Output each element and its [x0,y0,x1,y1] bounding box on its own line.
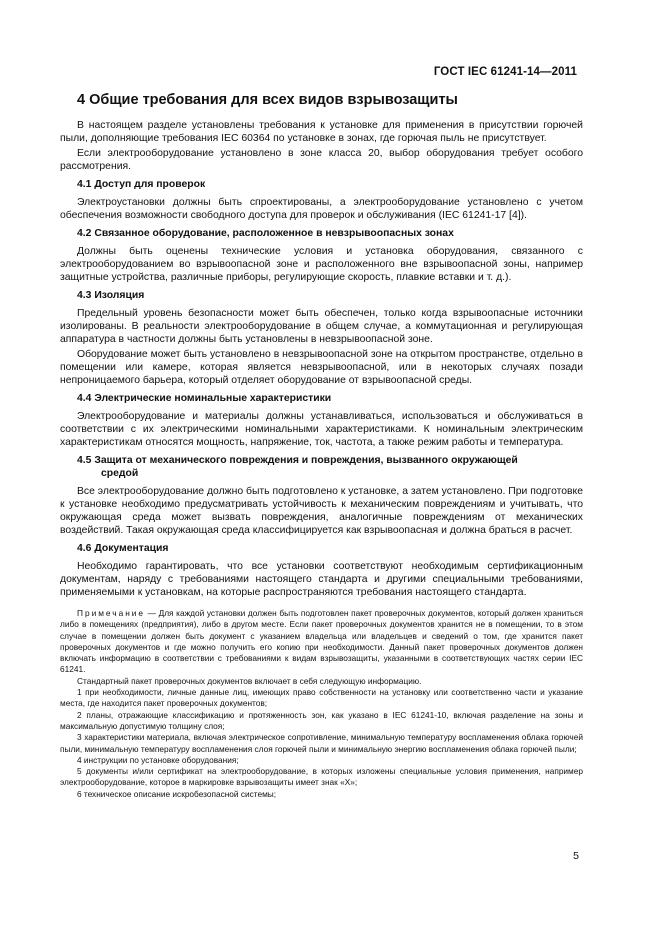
subsection-4-4-text: Электрооборудование и материалы должны устанавливаться, использоваться и обслуживаться в соответствии с их электрическими номинальными характеристиками. К номинальным электрическим характеристикам относятся мощность, напряжение, ток, частота, а также режим работы и температура. [60,411,583,448]
subsection-4-2-title: 4.2 Связанное оборудование, расположенное в невзрывоопасных зонах [77,228,454,239]
subsection-4-3-paragraph-1: Предельный уровень безопасности может быть обеспечен, только когда взрывоопасные источники изолированы. В реальности электрооборудование в общем случае, а коммутационная и регулирующая аппаратура в частности должны быть установлены в невзрывоопасной зоне. [60,308,583,345]
subsection-4-4-title: 4.4 Электрические номинальные характеристики [77,393,332,404]
standard-header: ГОСТ IEC 61241-14—2011 [433,66,577,78]
subsection-4-5-title [60,454,583,480]
subsection-4-1-text: Электроустановки должны быть спроектированы, а электрооборудование установлено с учетом обеспечения возможности свободного доступа для проверок и обслуживания (IEC 61241-17 [4]). [60,197,583,221]
subsection-4-6-text: Необходимо гарантировать, что все установки соответствуют необходимым сертификационным документам, наряду с требованиями настоящего стандарта и другими специальными требованиями, применяемыми к установкам, на которые распространяются требования настоящего стандарта. [60,561,583,598]
subsection-4-1-title: 4.1 Доступ для проверок [77,179,206,190]
note-text: — Для каждой установки должен быть подготовлен пакет проверочных документов, который должен храниться либо в помещениях (предприятия), либо в другом месте. Если пакет проверочных документов хранится не в помещении, то в этом случае в помещении должен быть документ с указанием владельца или владельцев и сведений о том, где хранится пакет проверочных документов и где можно получить его копию при необходимости. Данный пакет проверочных документов должен включать информацию в соответствии с требованиями к видам взрывозащиты, указанными в соответствующих частях серии IEC 61241. [60,608,583,675]
subsection-4-5-text: Все электрооборудование должно быть подготовлено к установке, а затем установлено. При подготовке к установке необходимо предусматривать устойчивость к механическим повреждениям и учитывать, что окружающая среда может вызвать повреждения, аналогичные повреждениям от механических воздействий. Такая окружающая среда классифицируется как взрывоопасная и должна браться в расчет. [60,486,583,536]
subsection-4-2-text: Должны быть оценены технические условия и установка оборудования, связанного с электрооборудованием во взрывоопасной зоне и расположенного вне взрывоопасной зоны, например защитные устройства, различные приборы, регулирующие скорость, плавкие вставки и т. д.). [60,246,583,283]
section-paragraph-1: В настоящем разделе установлены требования к установке для применения в присутствии горючей пыли, дополняющие требования IEC 60364 по установке в зонах, где горючая пыль не присутствует. [60,120,583,144]
note-paragraph [60,608,583,676]
subsection-4-3-title: 4.3 Изоляция [77,290,145,301]
note-item-2: 2 планы, отражающие классификацию и протяженность зон, как указано в IEC 61241-10, включая разделение на зоны и максимальную допустимую толщину слоя; [60,709,583,731]
subsection-4-5-title-line-2: средой [101,468,139,479]
note-intro: Стандартный пакет проверочных документов включает в себя следующую информацию. [77,675,422,686]
note-item-4: 4 инструкции по установке оборудования; [77,754,239,765]
note-item-3: 3 характеристики материала, включая электрическое сопротивление, минимальную температуру воспламенения облака горючей пыли, минимальную температуру воспламенения слоя горючей пыли и минимальную энергию воспламенения облака горючей пыли; [60,732,583,754]
note-block [60,608,583,800]
note-item-6: 6 техническое описание искробезопасной системы; [77,788,277,799]
page-number: 5 [573,850,579,862]
section-paragraph-2: Если электрооборудование установлено в зоне класса 20, выбор оборудования требует особого рассмотрения. [60,148,583,172]
subsection-4-5-title-line-1: 4.5 Защита от механического повреждения и повреждения, вызванного окружающей [77,455,518,466]
section-title: 4 Общие требования для всех видов взрывозащиты [77,92,458,108]
subsection-4-3-paragraph-2: Оборудование может быть установлено в невзрывоопасной зоне на открытом пространстве, отдельно в помещении или камере, которая является невзрывоопасной, или в некоторых случаях позади непроницаемого барьера, который отделяет оборудование от взрывоопасной среды. [60,349,583,386]
note-item-5: 5 документы и/или сертификат на электрооборудование, в которых изложены специальные условия применения, например электрооборудование, которое в маркировке взрывозащиты имеет знак «Х»; [60,766,583,788]
page-content [60,92,583,800]
note-item-1: 1 при необходимости, личные данные лиц, имеющих право собственности на установку или соответственно части и указание места, где находится пакет проверочных документов; [60,687,583,709]
subsection-4-6-title: 4.6 Документация [77,543,169,554]
note-label: Примечание [77,608,146,618]
